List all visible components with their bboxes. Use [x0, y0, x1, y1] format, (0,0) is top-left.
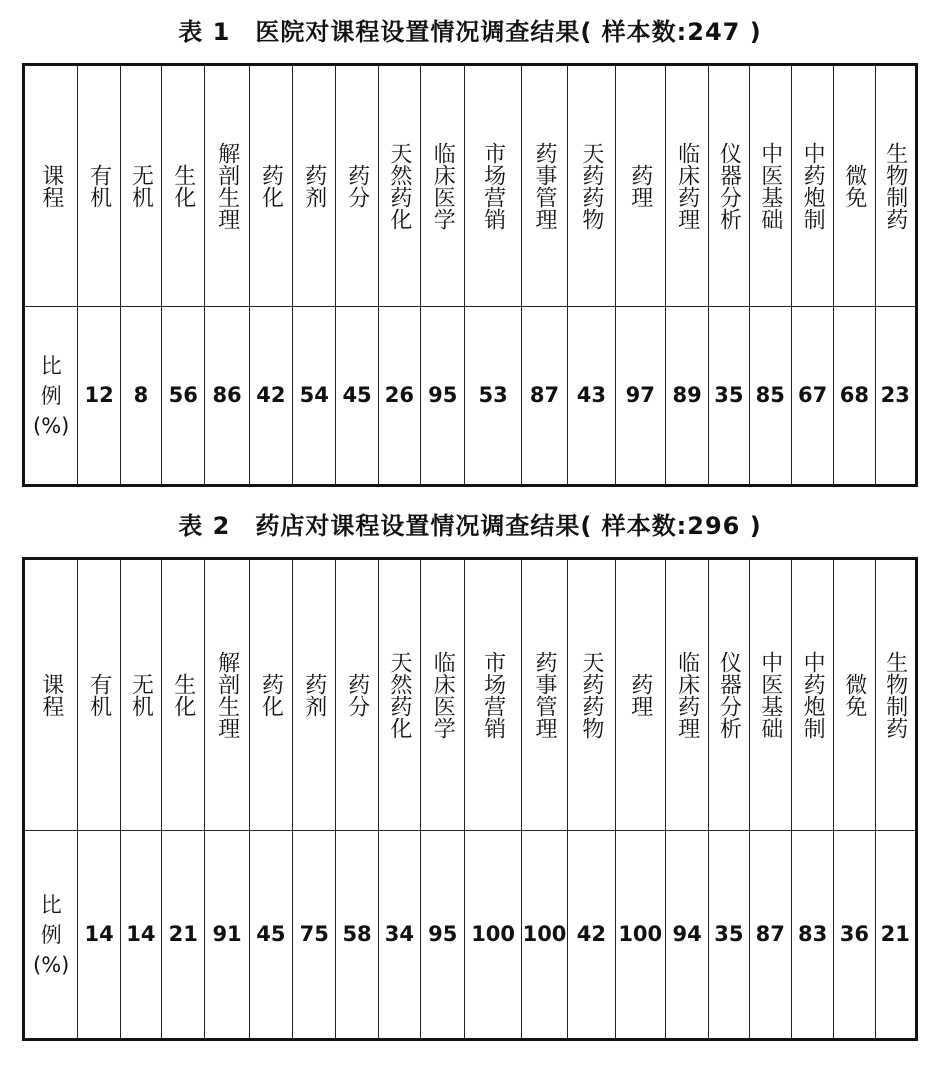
table1-course-header: 药剂: [293, 65, 336, 307]
table2-course-header: 有机: [78, 559, 120, 831]
table2: [22, 557, 918, 1041]
table1-value-cell: 42: [249, 307, 292, 486]
table1-course-header: 解剖生理: [205, 65, 249, 307]
table1-course-header: 药理: [615, 65, 665, 307]
table1-value-cell: 86: [205, 307, 249, 486]
table2-value-cell: 34: [378, 831, 420, 1040]
table1-header-row: [24, 65, 917, 307]
table2-course-header: 生化: [162, 559, 205, 831]
table1-value-cell: 97: [615, 307, 665, 486]
table2-value-cell: 45: [249, 831, 292, 1040]
table1-title: 表 1 医院对课程设置情况调查结果( 样本数:247 ): [178, 18, 762, 46]
table1-value-cell: 95: [421, 307, 465, 486]
table2-value-cell: 21: [875, 831, 916, 1040]
table2-course-header: 药事管理: [521, 559, 567, 831]
table2-value-row: [24, 831, 917, 1040]
table2-course-header: 药分: [336, 559, 378, 831]
table1-course-header: 天然药化: [378, 65, 420, 307]
table1-course-header: 微免: [834, 65, 875, 307]
table2-course-header: 药理: [615, 559, 665, 831]
table2-course-header: 仪器分析: [709, 559, 749, 831]
table2-value-label: 比 例 (%): [24, 831, 78, 1040]
table1-value-label: 比 例 (%): [24, 307, 78, 486]
table1-value-cell: 56: [162, 307, 205, 486]
table1-value-cell: 87: [521, 307, 567, 486]
table2-course-header: 中医基础: [749, 559, 791, 831]
table2-course-header: 市场营销: [465, 559, 521, 831]
table1-value-cell: 8: [120, 307, 161, 486]
table1-course-header: 药分: [336, 65, 378, 307]
table2-course-header: 生物制药: [875, 559, 916, 831]
table1-value-cell: 89: [665, 307, 708, 486]
table2-value-cell: 83: [791, 831, 833, 1040]
table1-course-header: 无机: [120, 65, 161, 307]
table2-value-cell: 14: [120, 831, 161, 1040]
table1-value-cell: 35: [709, 307, 749, 486]
table2-title: 表 2 药店对课程设置情况调查结果( 样本数:296 ): [178, 512, 762, 540]
table1-course-header: 中医基础: [749, 65, 791, 307]
table1: [22, 63, 918, 487]
table1-course-header: 临床医学: [421, 65, 465, 307]
table2-value-cell: 42: [568, 831, 615, 1040]
table2-course-header: 无机: [120, 559, 161, 831]
table2-course-header: 天然药化: [378, 559, 420, 831]
table1-value-cell: 68: [834, 307, 875, 486]
table1-course-header: 生物制药: [875, 65, 916, 307]
table1-row-header-label: 课程: [24, 65, 78, 307]
table2-value-cell: 35: [709, 831, 749, 1040]
table1-value-cell: 54: [293, 307, 336, 486]
table1-value-cell: 45: [336, 307, 378, 486]
table1-value-row: [24, 307, 917, 486]
table1-value-cell: 85: [749, 307, 791, 486]
table2-value-cell: 94: [665, 831, 708, 1040]
table2-value-cell: 95: [421, 831, 465, 1040]
table1-value-cell: 23: [875, 307, 916, 486]
table1-course-header: 天药药物: [568, 65, 615, 307]
table2-value-cell: 14: [78, 831, 120, 1040]
table2-header-row: [24, 559, 917, 831]
table2-value-cell: 91: [205, 831, 249, 1040]
table1-value-cell: 12: [78, 307, 120, 486]
table1-course-header: 仪器分析: [709, 65, 749, 307]
table1-value-cell: 26: [378, 307, 420, 486]
table1-course-header: 有机: [78, 65, 120, 307]
table2-value-cell: 100: [615, 831, 665, 1040]
table1-course-header: 药事管理: [521, 65, 567, 307]
table2-value-cell: 87: [749, 831, 791, 1040]
table1-value-cell: 43: [568, 307, 615, 486]
table2-course-header: 微免: [834, 559, 875, 831]
table2-course-header: 解剖生理: [205, 559, 249, 831]
table2-value-cell: 58: [336, 831, 378, 1040]
table2-course-header: 药剂: [293, 559, 336, 831]
table1-course-header: 临床药理: [665, 65, 708, 307]
table1-value-cell: 53: [465, 307, 521, 486]
table1-course-header: 市场营销: [465, 65, 521, 307]
table2-course-header: 天药药物: [568, 559, 615, 831]
table2-course-header: 药化: [249, 559, 292, 831]
table2-course-header: 临床医学: [421, 559, 465, 831]
table2-course-header: 中药炮制: [791, 559, 833, 831]
table1-value-cell: 67: [791, 307, 833, 486]
table2-value-cell: 21: [162, 831, 205, 1040]
table2-row-header-label: 课程: [24, 559, 78, 831]
table2-course-header: 临床药理: [665, 559, 708, 831]
table2-value-cell: 100: [521, 831, 567, 1040]
table2-value-cell: 36: [834, 831, 875, 1040]
table1-course-header: 中药炮制: [791, 65, 833, 307]
table2-value-cell: 100: [465, 831, 521, 1040]
table1-course-header: 生化: [162, 65, 205, 307]
table1-course-header: 药化: [249, 65, 292, 307]
table2-value-cell: 75: [293, 831, 336, 1040]
